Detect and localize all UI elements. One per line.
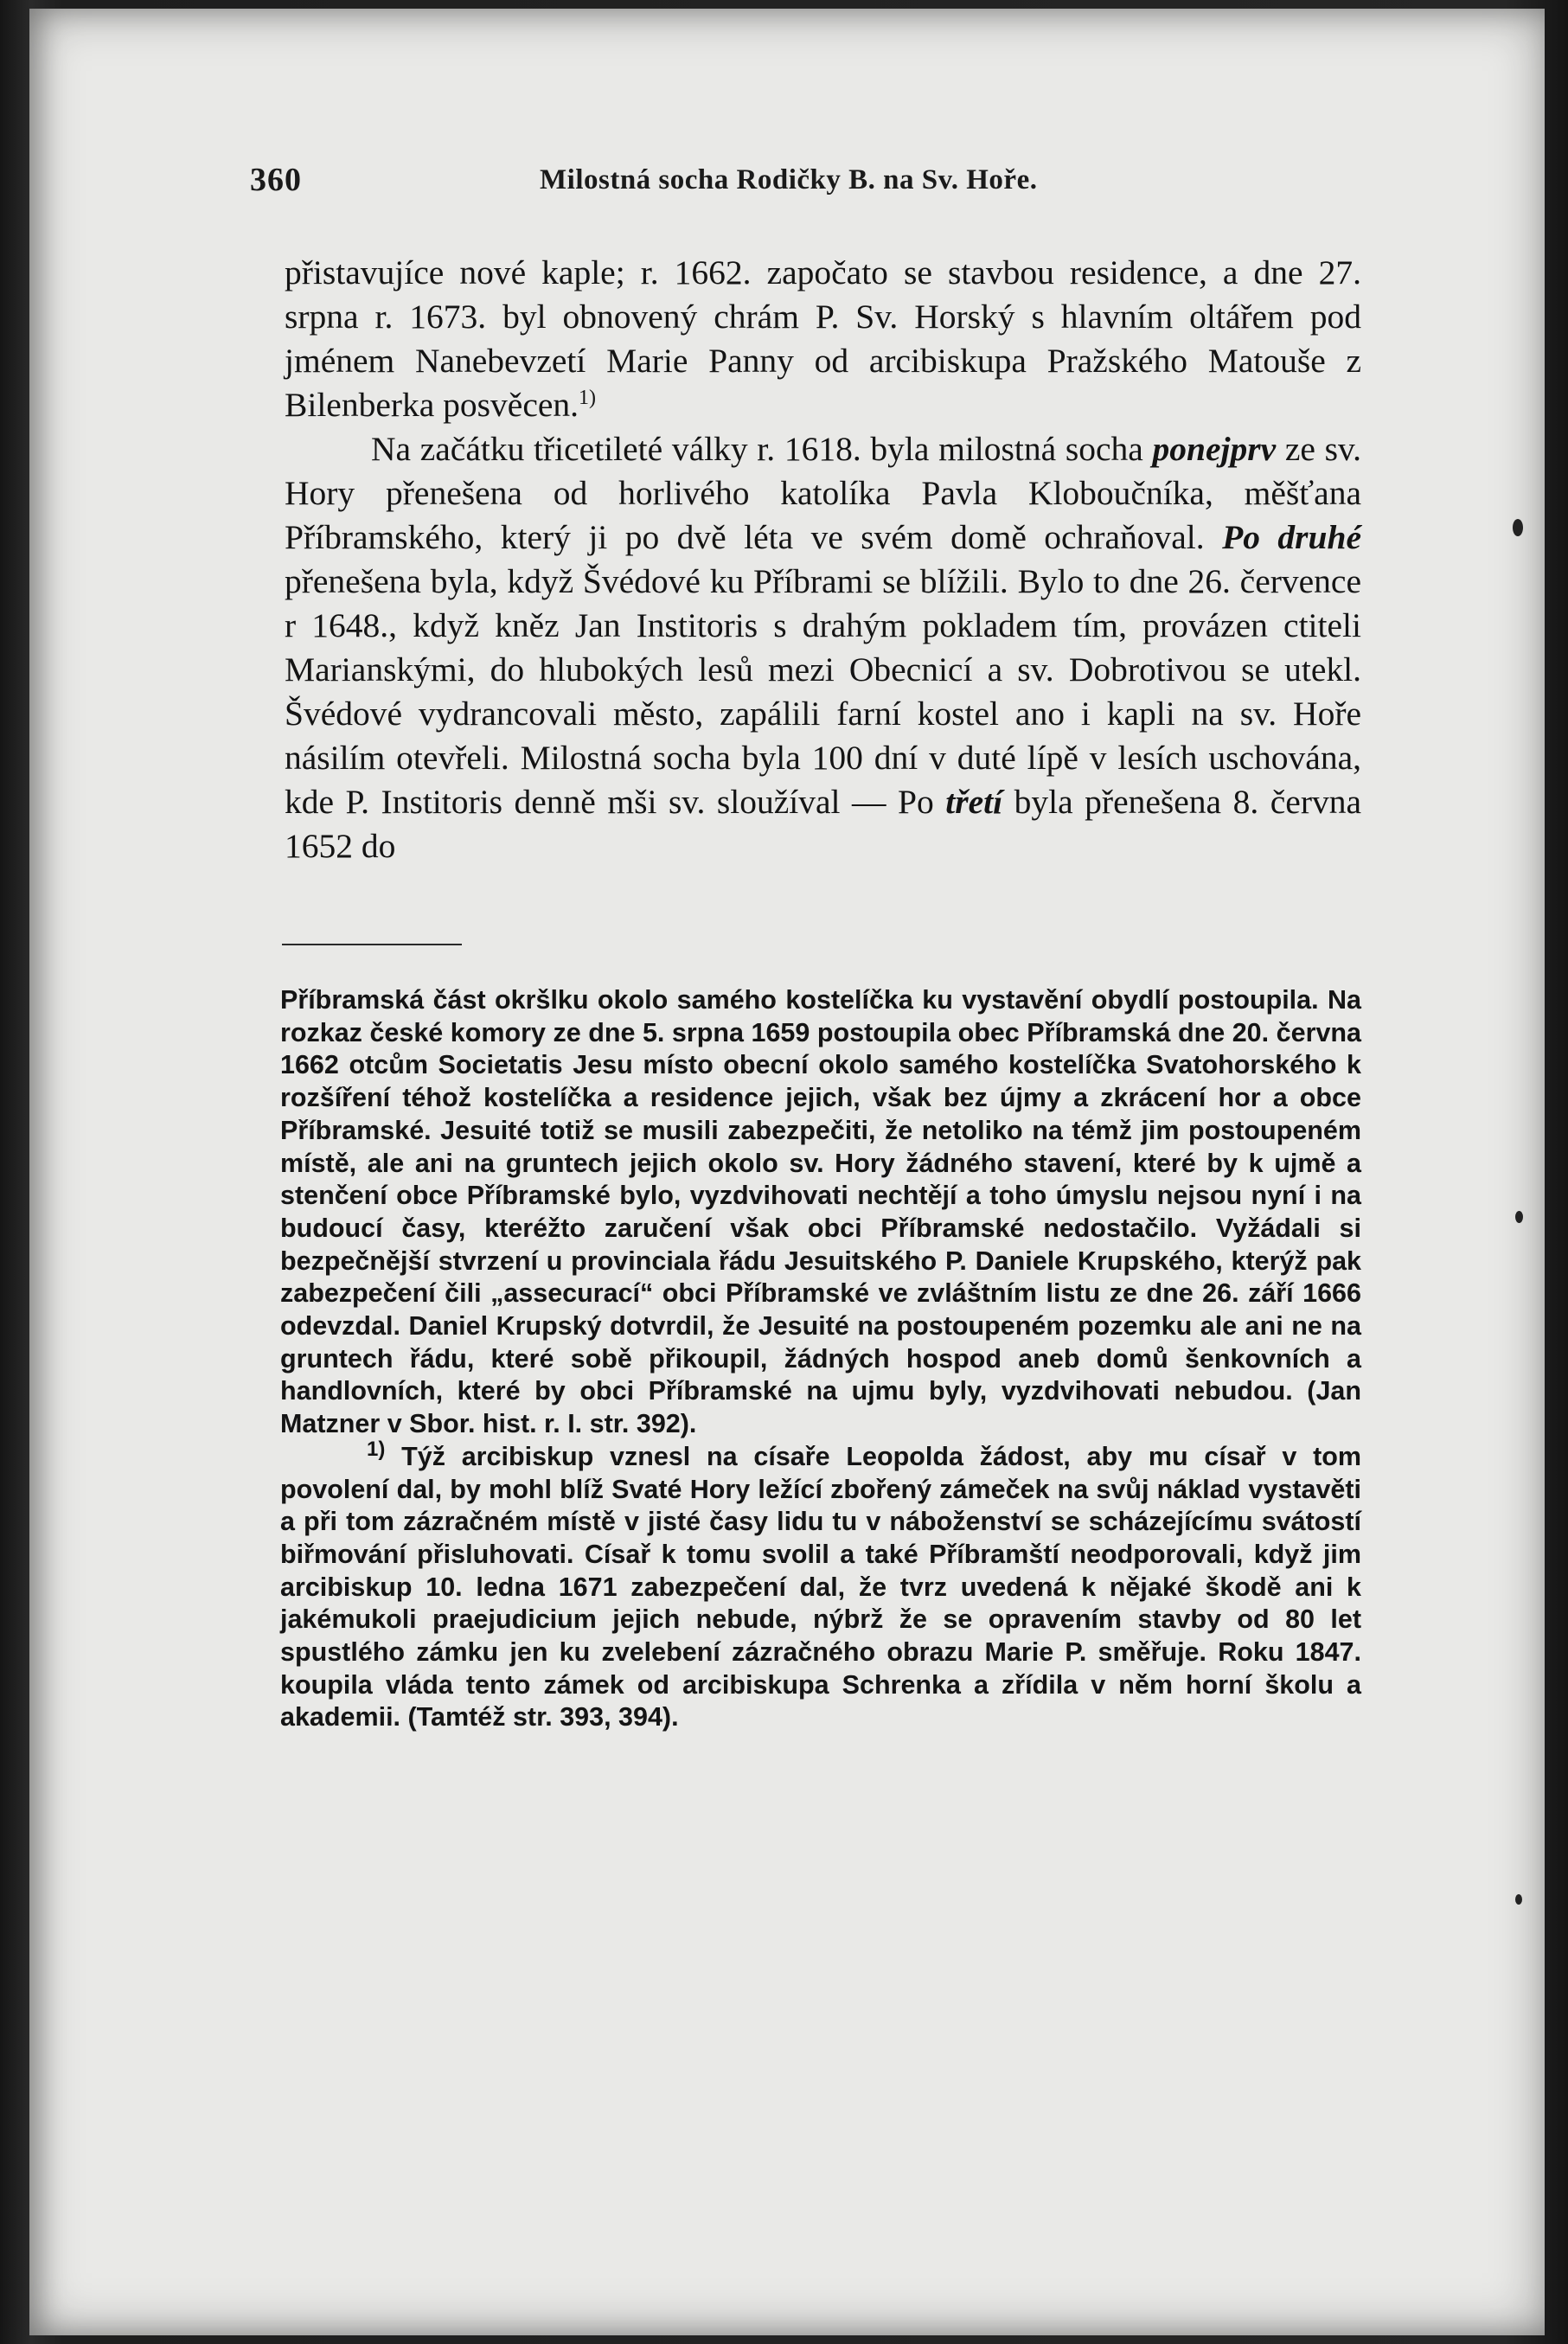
book-page [29,9,1545,2335]
paragraph-2-part-c: přenešena byla, když Švédové ku Příbrami se blížili. Bylo to dne 26. července r 1648., když kněz Jan Institoris s drahým pokladem tím, provázen ctiteli Marianskými, do hlubokých lesů mezi Obecnicí a sv. Dobrotivou se utekl. Švédové vydrancovali město, zapálili farní kostel ano i kapli na sv. Hoře násilím otevřeli. Milostná socha byla 100 dní v duté lípě v lesích uschována, kde P. Institoris denně mši sv. sloužíval — Po [285,562,1361,821]
footnote-2 [280,1437,1361,1734]
footnote-2-mark: 1) [367,1437,386,1461]
paragraph-1-text: přistavujíce nové kaple; r. 1662. započato se stavbou residence, a dne 27. srpna r. 1673. byl obnovený chrám P. Sv. Horský s hlavním oltářem pod jménem Nanebevzetí Marie Panny od arcibiskupa Pražského Matouše z Bilenberka posvěcen. [285,253,1361,424]
footnote-1: Příbramská část okršlku okolo samého kostelíčka ku vystavění obydlí postoupila. Na rozkaz české komory ze dne 5. srpna 1659 postoupila obec Příbramská dne 20. června 1662 otcům Societatis Jesu místo obecní okolo samého kostelíčka Svatohorského k rozšíření téhož kostelíčka a residence jejich, však bez újmy a zkrácení hor a obce Příbramské. Jesuité totiž se musili zabezpečiti, že netoliko na témž jim postoupeném místě, ale ani na gruntech jejich okolo sv. Hory žádného stavení, které by k ujmě a stenčení obce Příbramské bylo, vyzdvihovati nechtějí a toho úmyslu nejsou nyní i na budoucí časy, kteréžto zaručení však obci Příbramské nedostačilo. Vyžádali si bezpečnější stvrzení u provinciala řádu Jesuitského P. Daniele Krupského, kterýž pak zabezpečení čili „assecurací“ obci Příbramské ve zvláštním listu ze dne 26. září 1666 odevzdal. Daniel Krupský dotvrdil, že Jesuité na postoupeném pozemku ale ani ne na gruntech řádu, které sobě přikoupil, žádných hospod aneb domů šenkovních a handlovních, které by obci Příbramské na ujmu byly, vyzdvihovati nebudou. (Jan Matzner v Sbor. hist. r. I. str. 392). [280,985,1361,1439]
page-number: 360 [250,162,302,198]
page-header [250,161,1400,213]
emphasis-treti: třetí [945,783,1003,821]
paragraph-2-part-a: Na začátku třicetileté války r. 1618. byla milostná socha [371,430,1143,468]
paragraph-2-part-d: byla přenešena 8. června 1652 do [285,783,1362,865]
ink-speck [1515,1894,1522,1905]
ink-speck [1513,519,1523,536]
running-title: Milostná socha Rodičky B. na Sv. Hoře. [540,164,1038,195]
emphasis-ponejprv: ponejprv [1152,430,1277,468]
ink-speck [1515,1211,1523,1223]
paragraph-2-part-b: ze sv. Hory přenešena od horlivého katolíka Pavla Kloboučníka, měšťana Příbramského, který ji po dvě léta ve svém domě ochraňoval. [285,430,1362,556]
emphasis-po-druhe: Po druhé [1222,518,1361,556]
paragraph-2 [285,427,1361,868]
paragraph-1 [285,251,1361,427]
footnotes [280,984,1361,1734]
main-text [285,251,1361,868]
footnote-2-text: Týž arcibiskup vznesl na císaře Leopolda žádost, aby mu císař v tom povolení dal, by mohl blíž Svaté Hory ležící zbořený zámeček na svůj náklad vystavěti a při tom zázračném místě v jisté časy lidu tu v náboženství se scházejícímu svátostí biřmování přisluhovati. Císař k tomu svolil a také Příbramští neodporovali, když jim arcibiskup 10. ledna 1671 zabezpečení dal, že tvrz uvedená k nějaké škodě ani k jakémukoli praejudicium jejich nebude, nýbrž že se opravením stavby od 80 let spustlého zámku jen ku zvelebení zázračného obrazu Marie P. směřuje. Roku 1847. koupila vláda tento zámek od arcibiskupa Schrenka a zřídila v něm horní školu a akademii. (Tamtéž str. 393, 394). [280,1441,1361,1732]
footnote-divider [282,944,462,945]
footnote-ref: 1) [579,386,597,409]
